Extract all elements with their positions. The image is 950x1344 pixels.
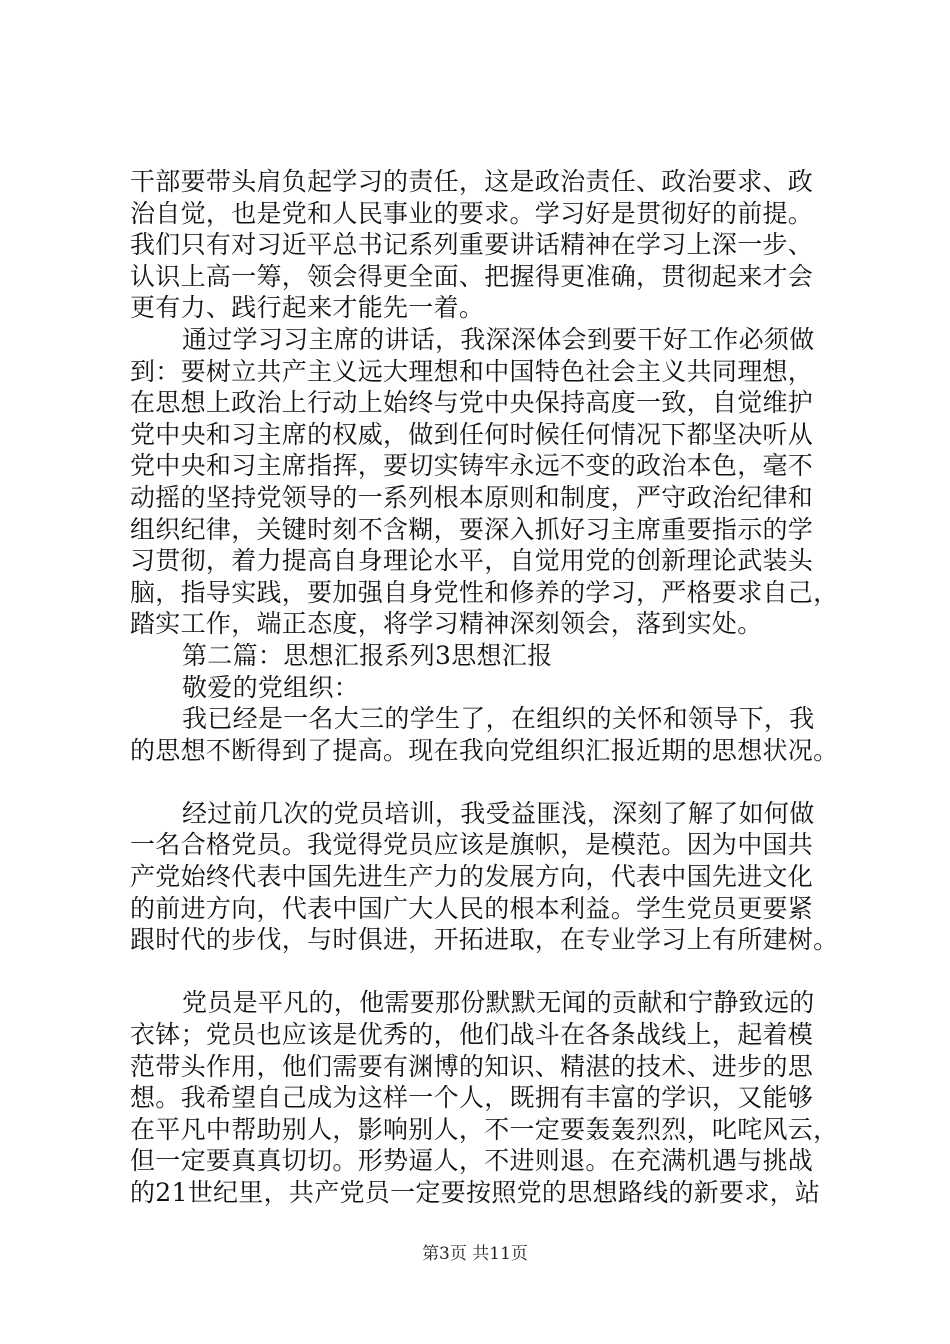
document-body [130,166,839,1209]
text-line: 跟时代的步伐，与时俱进，开拓进取，在专业学习上有所建树。 [130,925,839,955]
text-line: 想。我希望自己成为这样一个人，既拥有丰富的学识，又能够 [130,1083,814,1113]
text-line: 党中央和习主席指挥，要切实铸牢永远不变的政治本色，毫不 [130,451,814,481]
text-line: 范带头作用，他们需要有渊博的知识、精湛的技术、进步的思 [130,1051,814,1081]
text-line: 组织纪律，关键时刻不含糊，要深入抓好习主席重要指示的学 [130,514,814,544]
text-line: 干部要带头肩负起学习的责任，这是政治责任、政治要求、政 [130,167,814,196]
text-line: 一名合格党员。我觉得党员应该是旗帜，是模范。因为中国共 [130,830,814,860]
text-line: 认识上高一筹，领会得更全面、把握得更准确，贯彻起来才会 [130,261,814,291]
blank-line [130,766,830,798]
text-line: 的21世纪里，共产党员一定要按照党的思想路线的新要求，站 [130,1178,821,1207]
text-line: 习贯彻，着力提高自身理论水平，自觉用党的创新理论武装头 [130,546,814,576]
text-line: 在思想上政治上行动上始终与党中央保持高度一致，自觉维护 [130,388,814,418]
text-line: 治自觉，也是党和人民事业的要求。学习好是贯彻好的前提。 [130,198,814,228]
text-line: 产党始终代表中国先进生产力的发展方向，代表中国先进文化 [130,862,814,892]
text-line: 衣钵；党员也应该是优秀的，他们战斗在各条战线上，起着模 [130,1020,814,1050]
text-line: 更有力、践行起来才能先一着。 [130,293,485,323]
text-line: 党员是平凡的，他需要那份默默无闻的贡献和宁静致远的 [182,988,815,1018]
text-line: 脑，指导实践，要加强自身党性和修养的学习，严格要求自己， [130,577,839,607]
text-line: 通过学习习主席的讲话，我深深体会到要干好工作必须做 [182,324,815,354]
text-line: 我已经是一名大三的学生了，在组织的关怀和领导下，我 [182,704,815,734]
text-line: 敬爱的党组织： [182,672,360,702]
page-footer: 第3页 共11页 [422,1244,528,1264]
text-line: 到：要树立共产主义远大理想和中国特色社会主义共同理想， [130,356,814,386]
blank-line [130,956,830,988]
text-line: 在平凡中帮助别人，影响别人，不一定要轰轰烈烈，叱咤风云， [130,1114,839,1144]
text-line: 第二篇：思想汇报系列3思想汇报 [182,640,553,670]
text-line: 党中央和习主席的权威，做到任何时候任何情况下都坚决听从 [130,419,814,449]
text-line: 我们只有对习近平总书记系列重要讲话精神在学习上深一步、 [130,230,814,260]
text-line: 的思想不断得到了提高。现在我向党组织汇报近期的思想状况。 [130,735,839,765]
text-line: 的前进方向，代表中国广大人民的根本利益。学生党员更要紧 [130,893,814,923]
text-line: 经过前几次的党员培训，我受益匪浅，深刻了解了如何做 [182,798,815,828]
text-line: 动摇的坚持党领导的一系列根本原则和制度，严守政治纪律和 [130,482,814,512]
text-line: 但一定要真真切切。形势逼人，不进则退。在充满机遇与挑战 [130,1146,814,1176]
text-line: 踏实工作，端正态度，将学习精神深刻领会，落到实处。 [130,609,763,639]
